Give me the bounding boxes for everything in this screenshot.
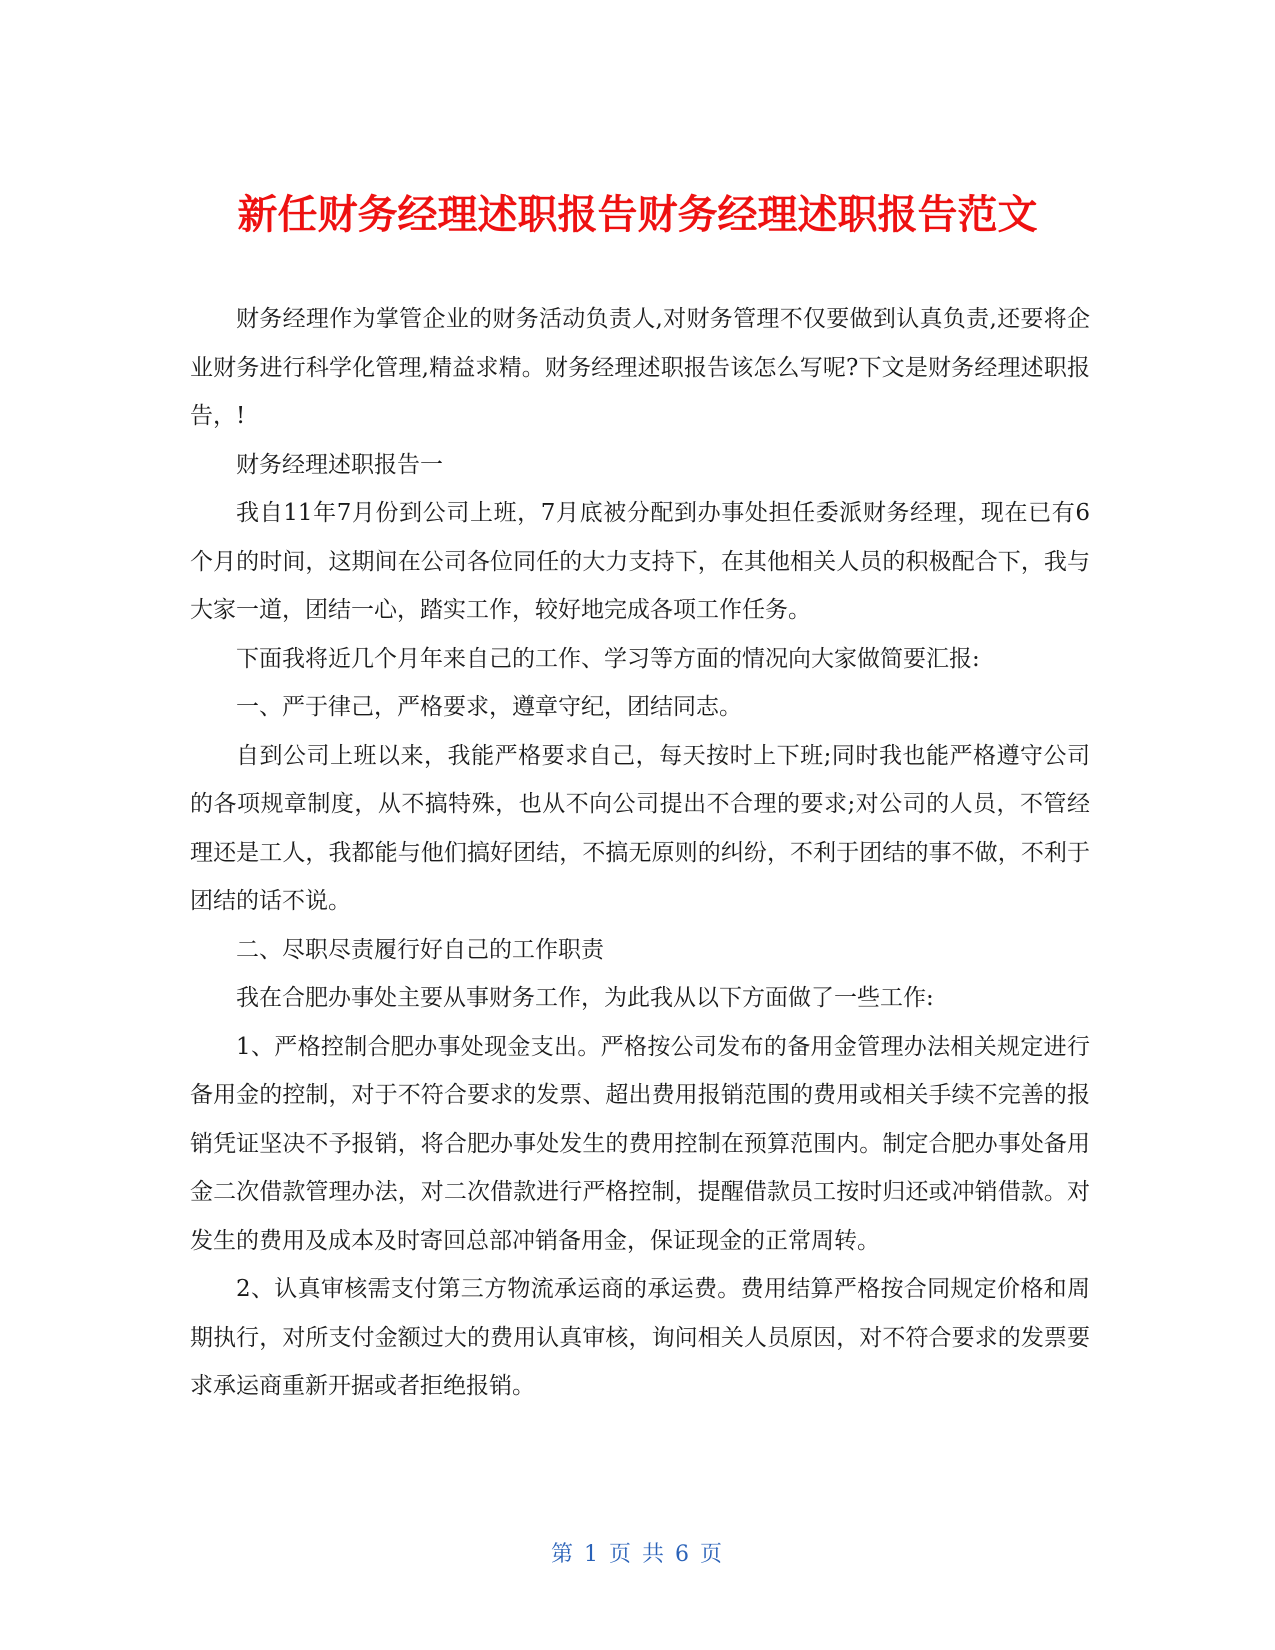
- document-title: 新任财务经理述职报告财务经理述职报告范文: [237, 191, 1038, 238]
- body-paragraph: 我自11年7月份到公司上班，7月底被分配到办事处担任委派财务经理，现在已有6个月的时间，这期间在公司各位同任的大力支持下，在其他相关人员的积极配合下，我与大家一道，团结一心，踏实工作，较好地完成各项工作任务。: [190, 500, 1090, 623]
- body-paragraph: 财务经理作为掌管企业的财务活动负责人,对财务管理不仅要做到认真负责,还要将企业财务进行科学化管理,精益求精。财务经理述职报告该怎么写呢?下文是财务经理述职报告，!: [190, 306, 1090, 429]
- page-number-footer: 第 1 页 共 6 页: [551, 1542, 724, 1567]
- section-heading: 一、严于律己，严格要求，遵章守纪，团结同志。: [236, 694, 742, 720]
- document-body: [190, 295, 1090, 1411]
- body-paragraph: 2、认真审核需支付第三方物流承运商的承运费。费用结算严格按合同规定价格和周期执行，对所支付金额过大的费用认真审核，询问相关人员原因，对不符合要求的发票要求承运商重新开据或者拒绝报销。: [190, 1276, 1090, 1399]
- body-paragraph: 1、严格控制合肥办事处现金支出。严格按公司发布的备用金管理办法相关规定进行备用金的控制，对于不符合要求的发票、超出费用报销范围的费用或相关手续不完善的报销凭证坚决不予报销，将合肥办事处发生的费用控制在预算范围内。制定合肥办事处备用金二次借款管理办法，对二次借款进行严格控制，提醒借款员工按时归还或冲销借款。对发生的费用及成本及时寄回总部冲销备用金，保证现金的正常周转。: [190, 1033, 1090, 1254]
- section-heading: 二、尽职尽责履行好自己的工作职责: [236, 936, 604, 963]
- body-paragraph: 自到公司上班以来，我能严格要求自己，每天按时上下班;同时我也能严格遵守公司的各项规章制度，从不搞特殊，也从不向公司提出不合理的要求;对公司的人员，不管经理还是工人，我都能与他们搞好团结，不搞无原则的纠纷，不利于团结的事不做，不利于团结的话不说。: [190, 742, 1090, 914]
- body-paragraph: 下面我将近几个月年来自己的工作、学习等方面的情况向大家做简要汇报:: [236, 645, 980, 672]
- section-heading: 财务经理述职报告一: [236, 451, 443, 478]
- body-paragraph: 我在合肥办事处主要从事财务工作，为此我从以下方面做了一些工作:: [236, 985, 934, 1011]
